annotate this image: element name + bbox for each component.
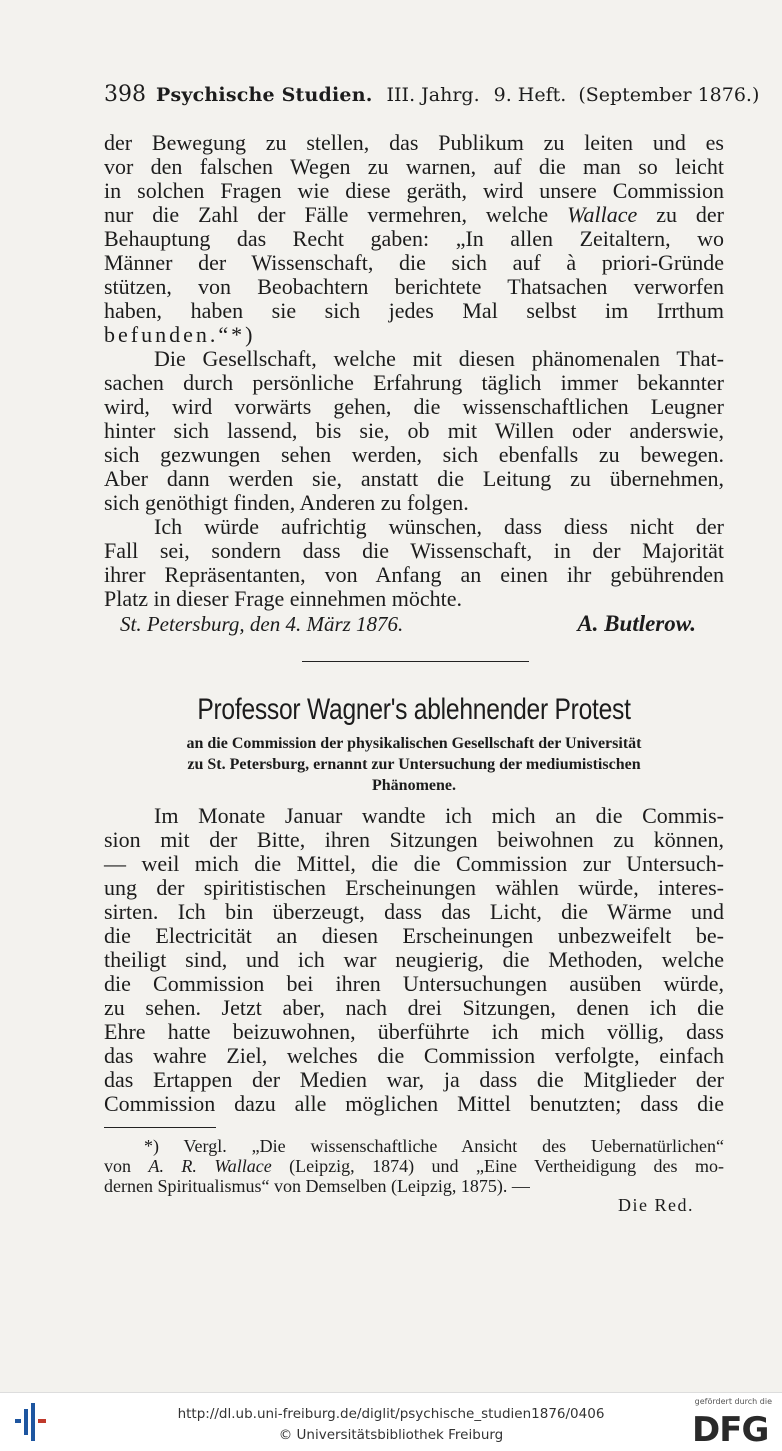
article-subtitle-line: zu St. Petersburg, ernannt zur Untersuchung der mediumistischen <box>187 756 641 773</box>
text-line: Männer der Wissenschaft, die sich auf à priori-Gründe <box>104 250 724 275</box>
footnote-line: dernen Spiritualismus“ von Demselben (Leipzig, 1875). — <box>104 1176 530 1196</box>
signature-line <box>120 612 696 637</box>
copyright-notice: © Universitätsbibliothek Freiburg <box>278 1427 504 1443</box>
article-subtitle-line: Phänomene. <box>372 777 456 794</box>
text-line: stützen, von Beobachtern berichtete Thatsachen verworfen <box>104 274 724 299</box>
viewer-footer <box>0 1392 782 1451</box>
text-line: Ich würde aufrichtig wünschen, dass diess nicht der <box>154 514 724 539</box>
article-subtitle-line: an die Commission der physikalischen Gesellschaft der Universität <box>186 735 642 752</box>
text-line: Fall sei, sondern dass die Wissenschaft, in der Majorität <box>104 538 724 563</box>
footnote-signature: Die Red. <box>618 1195 694 1215</box>
text-line: vor den falschen Wegen zu warnen, auf die man so leicht <box>104 154 724 179</box>
funding-note: gefördert durch die <box>694 1397 772 1406</box>
footnote-line: *) Vergl. „Die wissenschaftliche Ansicht des Uebernatürlichen“ <box>144 1136 724 1156</box>
text-fragment: (Leipzig, 1874) und „Eine Vertheidigung des mo- <box>271 1156 725 1176</box>
running-header <box>104 82 760 107</box>
text-line: die Commission bei ihren Untersuchungen ausüben würde, <box>104 971 724 996</box>
author-name-italic: Wallace <box>567 202 638 227</box>
author-name-italic: A. R. Wallace <box>148 1156 272 1176</box>
signature-author: A. Butlerow. <box>577 611 696 636</box>
text-line: sich genöthigt finden, Anderen zu folgen. <box>104 490 469 515</box>
section-divider <box>302 661 529 662</box>
text-line: ung der spiritistischen Erscheinungen wählen würde, interes- <box>104 875 724 900</box>
text-fragment: nur die Zahl der Fälle vermehren, welche <box>104 202 568 227</box>
page-number: 398 <box>104 82 146 107</box>
text-line: die Electricität an diesen Erscheinungen unbezweifelt be- <box>104 923 724 948</box>
dfg-logo-icon <box>690 1407 772 1445</box>
text-line: Platz in dieser Frage einnehmen möchte. <box>104 586 462 611</box>
issue-date: (September 1876.) <box>578 84 760 106</box>
text-line: wird, wird vorwärts gehen, die wissenschaftlichen Leugner <box>104 394 724 419</box>
text-line: — weil mich die Mittel, die die Commission zur Untersuch- <box>104 851 724 876</box>
footnote-rule <box>104 1127 216 1128</box>
issue: 9. Heft. <box>493 84 567 106</box>
text-line: sirten. Ich bin überzeugt, dass das Licht, die Wärme und <box>104 899 724 924</box>
document-url[interactable]: http://dl.ub.uni-freiburg.de/diglit/psychische_studien1876/0406 <box>177 1406 605 1422</box>
text-fragment: zu der <box>637 202 725 227</box>
text-line: zu sehen. Jetzt aber, nach drei Sitzungen, denen ich die <box>104 995 724 1020</box>
text-line: befunden.“*) <box>104 322 256 347</box>
text-line: Im Monate Januar wandte ich mich an die Commis- <box>154 803 724 828</box>
text-line: Die Gesellschaft, welche mit diesen phänomenalen That- <box>154 346 724 371</box>
place-date: St. Petersburg, den 4. März 1876. <box>120 612 404 636</box>
text-line: hinter sich lassend, bis sie, ob mit Willen oder anderswie, <box>104 418 724 443</box>
text-line: haben, haben sie sich jedes Mal selbst im Irrthum <box>104 298 724 323</box>
text-line: Aber dann werden sie, anstatt die Leitung zu übernehmen, <box>104 466 724 491</box>
article-title: Professor Wagner's ablehnender Protest <box>197 693 631 726</box>
text-line: theiligt sind, und ich war neugierig, die Methoden, welche <box>104 947 724 972</box>
text-line: in solchen Fragen wie diese geräth, wird unsere Commission <box>104 178 724 203</box>
text-line: Behauptung das Recht gaben: „In allen Zeitaltern, wo <box>104 226 724 251</box>
text-line: der Bewegung zu stellen, das Publikum zu leiten und es <box>104 130 724 155</box>
text-line: das Ertappen der Medien war, ja dass die Mitglieder der <box>104 1067 724 1092</box>
footnote-line <box>104 1156 724 1176</box>
text-line: das wahre Ziel, welches die Commission verfolgte, einfach <box>104 1043 724 1068</box>
text-line: sich gezwungen sehen werden, sich ebenfalls zu bewegen. <box>104 442 724 467</box>
text-line: ihrer Repräsentanten, von Anfang an einen ihr gebührenden <box>104 562 724 587</box>
text-line: Commission dazu alle möglichen Mittel benutzten; dass die <box>104 1091 724 1116</box>
text-line: sachen durch persönliche Erfahrung täglich immer bekannter <box>104 370 724 395</box>
text-line: sion mit der Bitte, ihren Sitzungen beiwohnen zu können, <box>104 827 724 852</box>
text-fragment: von <box>104 1156 149 1176</box>
dfg-logo-text: DFG <box>692 1410 769 1445</box>
volume: III. Jahrg. <box>386 84 480 106</box>
journal-title: Psychische Studien. <box>156 84 373 106</box>
text-line-wallace <box>104 203 724 227</box>
text-line: Ehre hatte beizuwohnen, überführte ich mich völlig, dass <box>104 1019 724 1044</box>
